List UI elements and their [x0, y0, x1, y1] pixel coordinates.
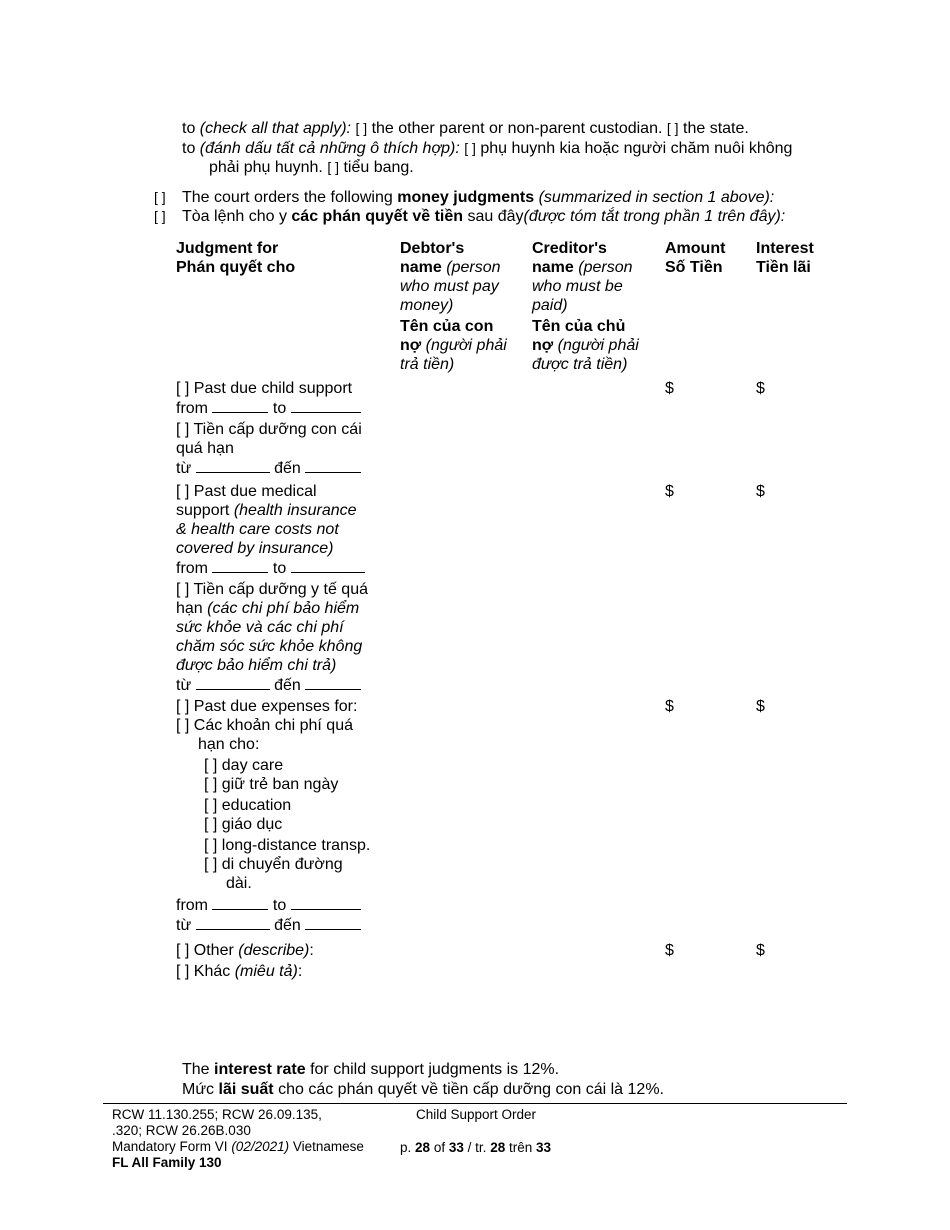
intro-vi-check-instruction: (đánh dấu tất cả những ô thích hợp): — [199, 140, 460, 157]
table-row-expenses — [176, 697, 396, 935]
row3-vi-to-field[interactable] — [305, 915, 361, 930]
header-judgment — [176, 239, 295, 277]
row2-label-vi4: chăm sóc sức khỏe không — [176, 638, 363, 655]
row3-opt-day-care[interactable]: [ ] day care — [204, 757, 284, 774]
intro-check-instruction: (check all that apply): — [199, 120, 351, 137]
row1-from-label: from — [176, 400, 208, 417]
interest-rate-vi — [182, 1080, 664, 1099]
checkbox-state[interactable]: [ ] — [666, 120, 679, 136]
footer-page-number — [400, 1140, 551, 1156]
row2-label-en2: support — [176, 502, 230, 519]
checkbox-vi-state[interactable]: [ ] — [327, 159, 339, 175]
row2-label-en[interactable]: [ ] Past due medical — [176, 483, 317, 500]
header-creditor — [532, 239, 657, 374]
header-interest-vi: Tiền lãi — [756, 259, 811, 276]
row4-label-vi-pre: [ ] Khác — [176, 963, 231, 980]
row2-interest[interactable]: $ — [756, 483, 765, 500]
row4-label-en[interactable] — [176, 941, 391, 960]
row3-label-en[interactable]: [ ] Past due expenses for: — [176, 698, 358, 715]
header-interest-en: Interest — [756, 240, 814, 257]
header-debtor-en: Debtor's — [400, 240, 465, 257]
interest-vi-pre: Mức — [182, 1081, 215, 1098]
footer-total-vi: 33 — [536, 1140, 552, 1155]
footer-form-lang: Vietnamese — [292, 1139, 364, 1154]
row4-label-en-it: (describe) — [238, 942, 310, 959]
row3-vi-from-field[interactable] — [196, 915, 270, 930]
orders-vi-pre: Tòa lệnh cho y — [182, 208, 287, 225]
interest-vi-post: cho các phán quyết về tiền cấp dưỡng con cái là 12%. — [278, 1081, 664, 1098]
footer-title: Child Support Order — [416, 1107, 537, 1122]
row3-to-field[interactable] — [291, 895, 361, 910]
orders-en-checkbox[interactable] — [154, 188, 166, 207]
row1-label-vi-cont: quá hạn — [176, 440, 234, 457]
orders-vi-line — [182, 207, 785, 226]
footer-form-pre: Mandatory Form VI — [112, 1139, 228, 1154]
header-amount-vi: Số Tiền — [665, 259, 723, 276]
row2-vi-from-label: từ — [176, 677, 192, 694]
checkbox-money-judgments[interactable]: [ ] — [154, 189, 166, 205]
row1-interest[interactable]: $ — [756, 380, 765, 397]
intro-en-line — [182, 119, 749, 138]
header-creditor-en: Creditor's — [532, 240, 607, 257]
orders-vi-mid: sau đây — [467, 208, 524, 225]
interest-vi-bold: lãi suất — [218, 1081, 274, 1098]
intro-opt-state: the state. — [683, 120, 749, 137]
row3-from-label: from — [176, 897, 208, 914]
row2-vi-from-field[interactable] — [196, 675, 270, 690]
footer-of: of — [433, 1140, 446, 1155]
row3-opt-day-care-vi[interactable]: [ ] giữ trẻ ban ngày — [204, 776, 339, 793]
row3-label-vi[interactable]: [ ] Các khoản chi phí quá — [176, 717, 353, 734]
header-creditor-name: name — [532, 259, 574, 276]
header-creditor-vi: Tên của chủ — [532, 318, 626, 335]
row1-vi-to-field[interactable] — [305, 458, 361, 473]
header-creditor-desc3: paid) — [532, 297, 568, 314]
header-interest — [756, 239, 814, 277]
intro-vi-line — [182, 139, 792, 158]
header-creditor-desc2: who must be — [532, 278, 623, 295]
checkbox-other-parent[interactable]: [ ] — [355, 120, 368, 136]
checkbox-vi-other-parent[interactable]: [ ] — [464, 140, 476, 156]
footer-p: p. — [400, 1140, 412, 1155]
row4-amount[interactable]: $ — [665, 942, 674, 959]
checkbox-vi-money-judgments[interactable]: [ ] — [154, 208, 166, 224]
footer-page-vi: 28 — [490, 1140, 506, 1155]
table-row-other — [176, 941, 391, 981]
header-creditor-vi-desc2: được trả tiền) — [532, 356, 628, 373]
row2-to-field[interactable] — [291, 558, 365, 573]
table-row-child-support — [176, 379, 391, 478]
table-row-medical-support — [176, 482, 391, 695]
orders-vi-bold: các phán quyết về tiền — [291, 208, 464, 225]
interest-en-bold: interest rate — [214, 1061, 306, 1078]
row3-opt-transport-vi-cont: dài. — [226, 875, 252, 892]
row3-label-vi-cont: hạn cho: — [198, 736, 260, 753]
row2-vi-to-field[interactable] — [305, 675, 361, 690]
row2-to-label: to — [272, 560, 287, 577]
intro-vi-to: to — [182, 140, 196, 157]
header-debtor-vi-desc2: trả tiền) — [400, 356, 455, 373]
header-creditor-vi-desc1: (người phải — [557, 337, 639, 354]
row2-label-en2-it: (health insurance — [233, 502, 357, 519]
footer-form-id: FL All Family 130 — [112, 1155, 222, 1170]
row2-label-vi2-it: (các chi phí bảo hiểm — [207, 600, 360, 617]
header-debtor — [400, 239, 525, 374]
row1-label-vi[interactable]: [ ] Tiền cấp dưỡng con cái — [176, 421, 362, 438]
row2-label-en4: covered by insurance) — [176, 540, 334, 557]
intro-vi-opt-state: tiểu bang. — [343, 159, 414, 176]
footer-page: 28 — [415, 1140, 431, 1155]
row2-label-vi5: được bảo hiểm chi trả) — [176, 657, 337, 674]
orders-en-italic: (summarized in section 1 above): — [538, 189, 775, 206]
orders-en-bold: money judgments — [397, 189, 535, 206]
header-debtor-desc2: who must pay — [400, 278, 499, 295]
row2-label-vi3: sức khỏe và các chi phí — [176, 619, 344, 636]
intro-vi-opt-other-parent: phụ huynh kia hoặc người chăm nuôi không — [480, 140, 793, 157]
intro-vi-line-cont — [209, 158, 414, 177]
row1-from-field[interactable] — [212, 398, 268, 413]
row3-to-label: to — [272, 897, 287, 914]
row3-vi-to-label: đến — [274, 917, 301, 934]
intro-opt-other-parent: the other parent or non-parent custodian. — [371, 120, 663, 137]
row4-label-en-pre: [ ] Other — [176, 942, 234, 959]
footer-tren: trên — [508, 1140, 533, 1155]
row4-colon: : — [309, 942, 314, 959]
row2-label-vi[interactable]: [ ] Tiền cấp dưỡng y tế quá — [176, 581, 368, 598]
orders-en-pre: The court orders the following — [182, 189, 393, 206]
row2-label-en3: & health care costs not — [176, 521, 339, 538]
row1-vi-from-field[interactable] — [196, 458, 270, 473]
row3-opt-transport-vi[interactable]: [ ] di chuyển đường — [204, 856, 343, 873]
intro-to: to — [182, 120, 196, 137]
row4-label-vi-it: (miêu tả) — [234, 963, 298, 980]
row4-vi-colon: : — [297, 963, 303, 980]
row3-vi-from-label: từ — [176, 917, 192, 934]
row3-opt-education-vi[interactable]: [ ] giáo dục — [204, 816, 283, 833]
header-creditor-vi-no: nợ — [532, 337, 554, 354]
row2-label-vi2: hạn — [176, 600, 203, 617]
intro-vi-opt-other-parent-cont: phải phụ huynh. — [209, 159, 323, 176]
row1-vi-from-label: từ — [176, 460, 192, 477]
header-judgment-en: Judgment for — [176, 240, 279, 257]
header-debtor-name: name — [400, 259, 442, 276]
row4-interest[interactable]: $ — [756, 942, 765, 959]
interest-en-pre: The — [182, 1061, 210, 1078]
header-creditor-desc1: (person — [578, 259, 633, 276]
footer-divider — [103, 1103, 847, 1104]
footer-form-date: (02/2021) — [231, 1139, 290, 1154]
header-amount-en: Amount — [665, 240, 726, 257]
header-debtor-vi-desc1: (người phải — [425, 337, 507, 354]
row3-opt-transport[interactable]: [ ] long-distance transp. — [204, 837, 371, 854]
row4-label-vi[interactable] — [176, 962, 391, 981]
interest-en-post: for child support judgments is 12%. — [310, 1061, 560, 1078]
row1-vi-to-label: đến — [274, 460, 301, 477]
row3-amount[interactable]: $ — [665, 698, 674, 715]
footer-left — [112, 1107, 364, 1171]
footer-rcw2: .320; RCW 26.26B.030 — [112, 1123, 251, 1138]
interest-rate-en — [182, 1060, 559, 1079]
row1-label-en[interactable]: [ ] Past due child support — [176, 380, 353, 397]
footer-sep: / tr. — [467, 1140, 487, 1155]
row1-to-label: to — [272, 400, 287, 417]
orders-en-line — [182, 188, 774, 207]
footer-rcw1: RCW 11.130.255; RCW 26.09.135, — [112, 1107, 322, 1122]
header-debtor-vi: Tên của con — [400, 318, 494, 335]
row3-interest[interactable]: $ — [756, 698, 765, 715]
header-debtor-desc1: (person — [446, 259, 501, 276]
header-judgment-vi: Phán quyết cho — [176, 259, 296, 276]
header-amount — [665, 239, 725, 277]
row2-amount[interactable]: $ — [665, 483, 674, 500]
row1-amount[interactable]: $ — [665, 380, 674, 397]
row3-opt-education[interactable]: [ ] education — [204, 797, 292, 814]
footer-form-line — [112, 1139, 364, 1155]
header-debtor-vi-no: nợ — [400, 337, 422, 354]
row2-from-field[interactable] — [212, 558, 268, 573]
row1-to-field[interactable] — [291, 398, 361, 413]
header-debtor-desc3: money) — [400, 297, 454, 314]
row2-vi-to-label: đến — [274, 677, 301, 694]
row3-from-field[interactable] — [212, 895, 268, 910]
orders-vi-checkbox[interactable] — [154, 207, 166, 226]
footer-total: 33 — [448, 1140, 464, 1155]
row2-from-label: from — [176, 560, 208, 577]
orders-vi-italic: (được tóm tắt trong phần 1 trên đây): — [523, 208, 786, 225]
